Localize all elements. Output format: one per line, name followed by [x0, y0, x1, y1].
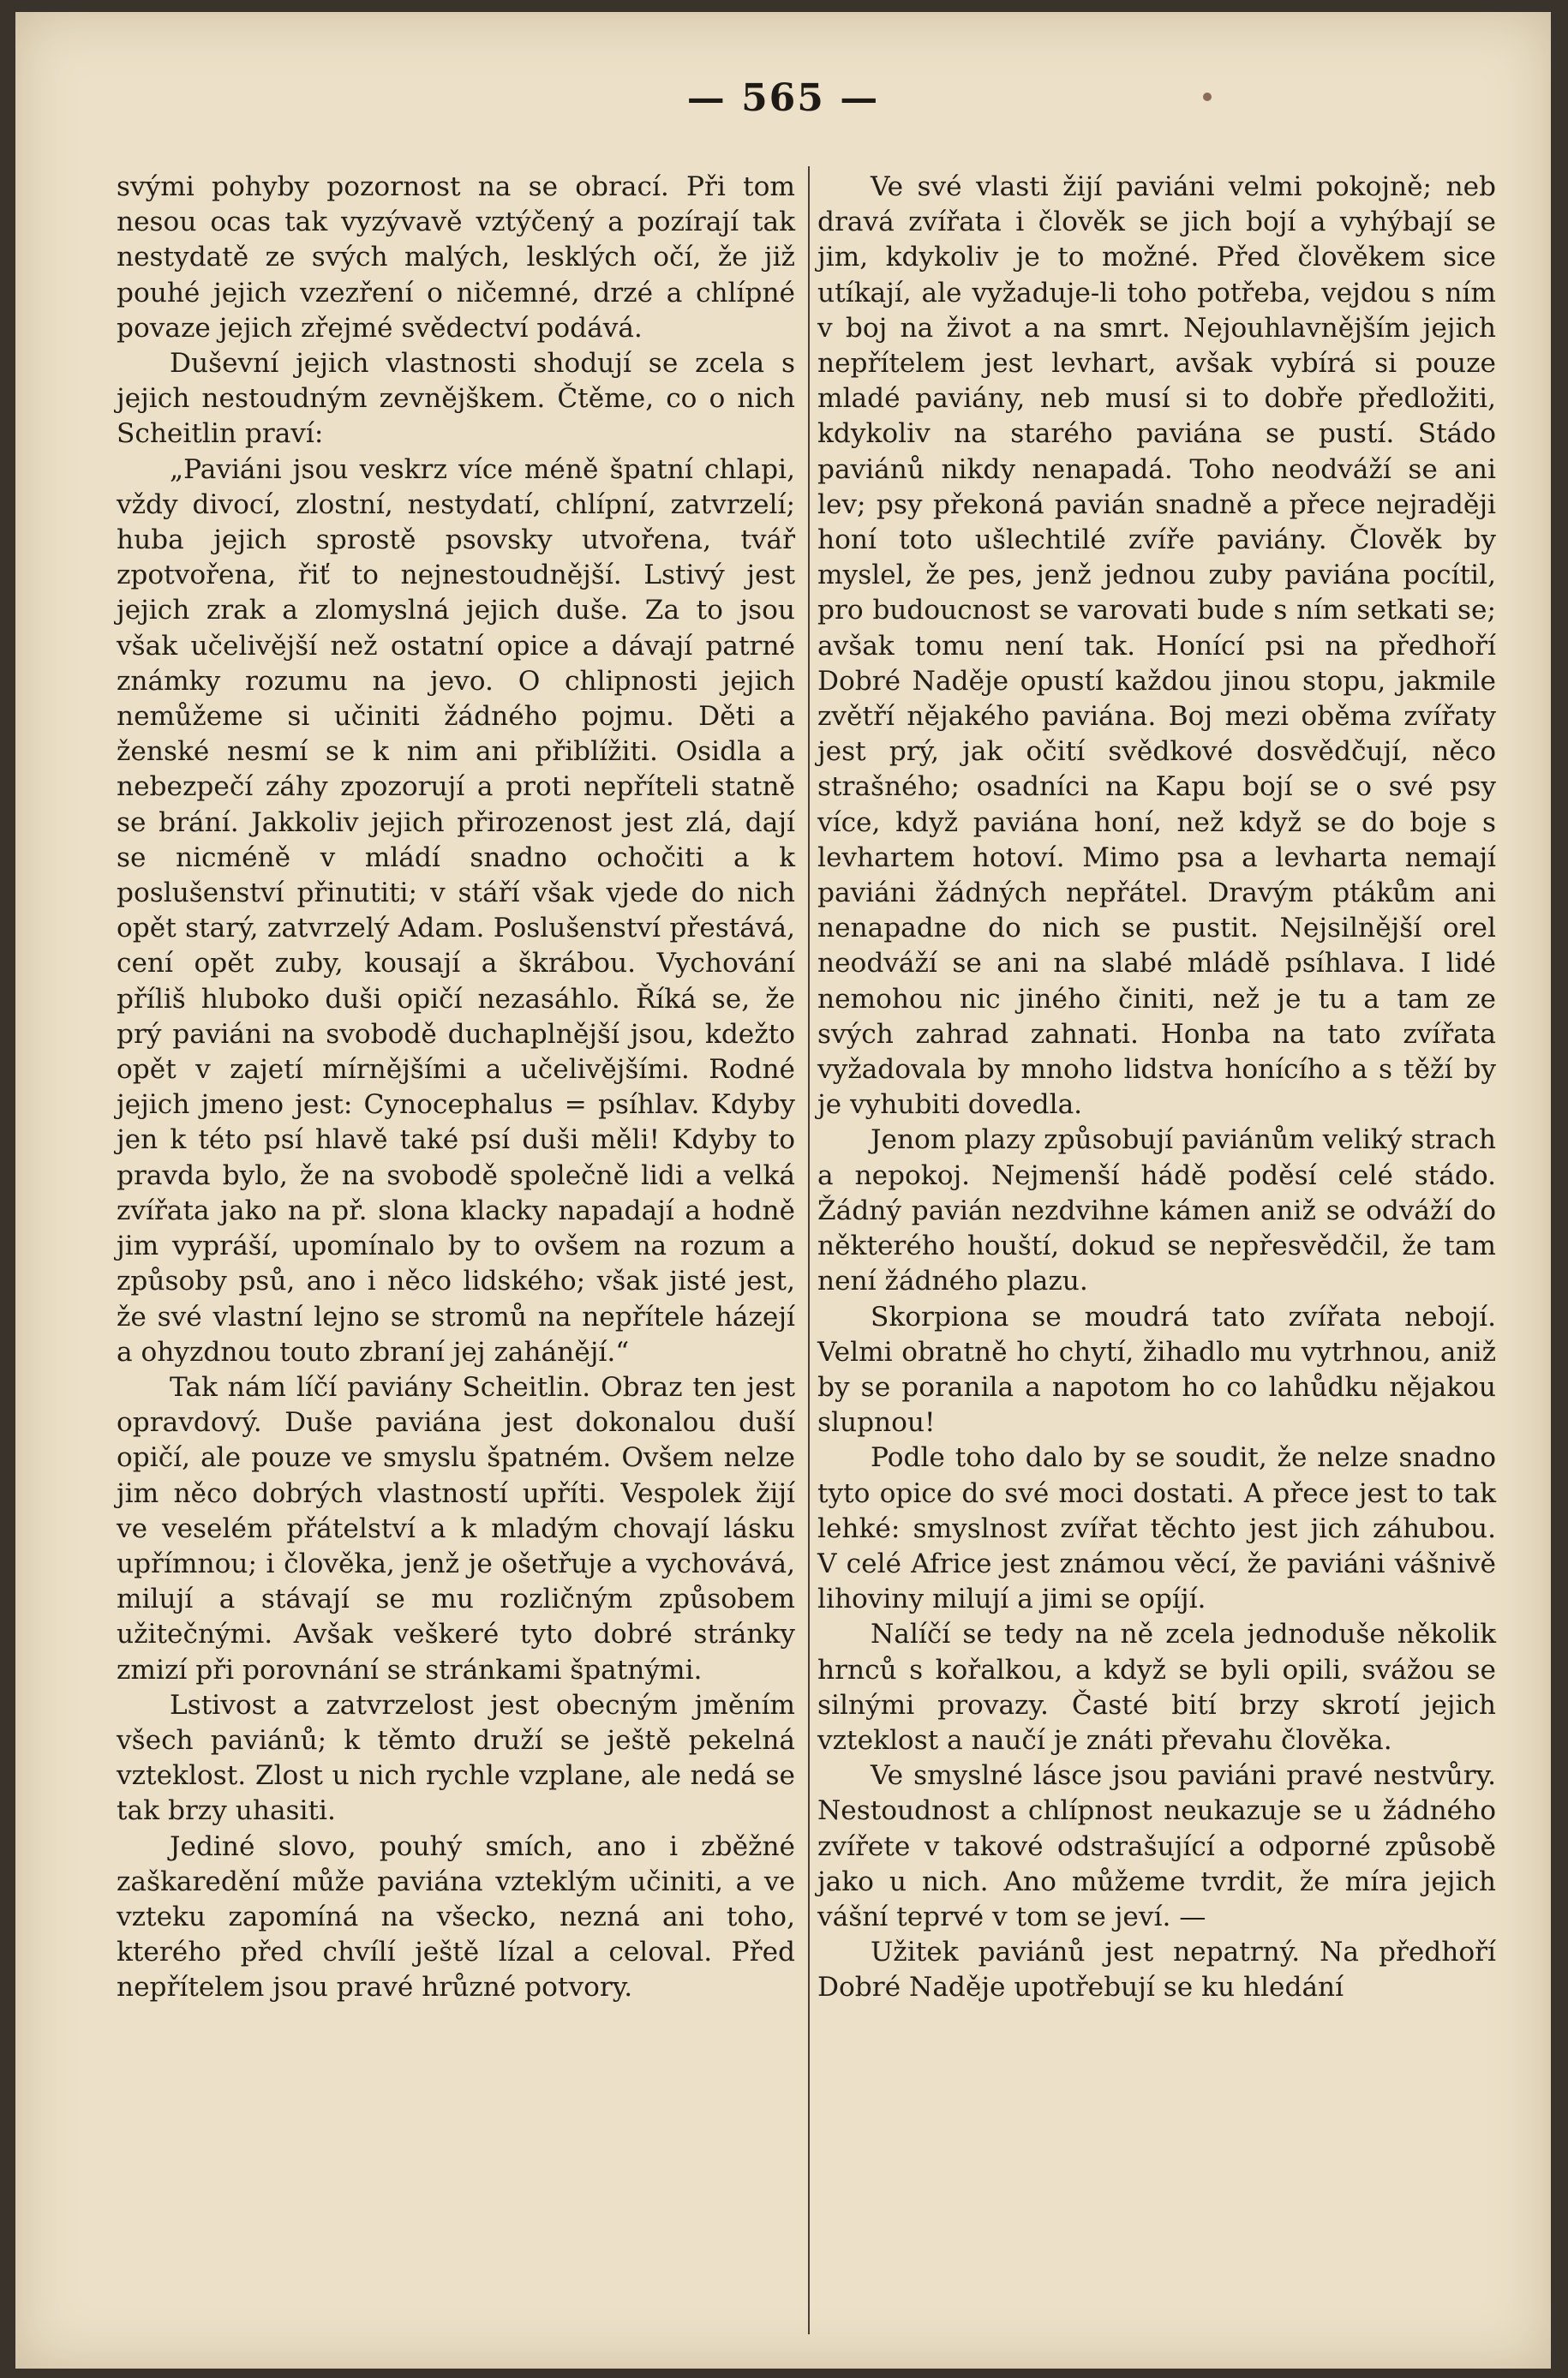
paragraph: Nalíčí se tedy na ně zcela jednoduše několik hrnců s kořalkou, a když se byli opili, svážou se silnými provazy. Časté bití brzy skrotí jejich vzteklost a naučí je znáti převahu člověka. [817, 1619, 1496, 1756]
paragraph: svými pohyby pozornost na se obrací. Při tom nesou ocas tak vyzývavě vztýčený a pozírají tak nestydatě ze svých malých, lesklých očí, že již pouhé jejich vzezření o ničemné, drzé a chlípné povaze jejich zřejmé svědectví podává. [117, 171, 795, 344]
paragraph: Lstivost a zatvrzelost jest obecným jměním všech paviánů; k těmto druží se ještě pekelná vzteklost. Zlost u nich rychle vzplane, ale nedá se tak brzy uhasiti. [117, 1689, 795, 1827]
paragraph: Duševní jejich vlastnosti shodují se zcela s jejich nestoudným zevnějškem. Čtěme, co o nich Scheitlin praví: [117, 348, 795, 450]
ink-blot [1203, 93, 1212, 101]
column-divider [808, 166, 810, 2334]
page-number: — 565 — [686, 76, 880, 120]
paragraph: Ve své vlasti žijí paviáni velmi pokojně; neb dravá zvířata i člověk se jich bojí a vyhýbají se jim, kdykoliv je to možné. Před člověkem sice utíkají, ale vyžaduje-li toho potřeba, vejdou s ním v boj na život a na smrt. Nejouhlavnějším jejich nepřítelem jest levhart, avšak vybírá si pouze mladé paviány, neb musí si to dobře předložiti, kdykoliv na starého paviána se pustí. Stádo paviánů nikdy nenapadá. Toho neodváží se ani lev; psy překoná pavián snadně a přece nejraději honí toto ušlechtilé zvíře paviány. Člověk by myslel, že pes, jenž jednou zuby paviána pocítil, pro budoucnost se varovati bude s ním setkati se; avšak tomu není tak. Honící psi na předhoří Dobré Naděje opustí každou jinou stopu, jakmile zvětří nějakého paviána. Boj mezi oběma zvířaty jest prý, jak očití svědkové dosvědčují, něco strašného; osadníci na Kapu bojí se o své psy více, když paviána honí, než když se do boje s levhartem hotoví. Mimo psa a levharta nemají paviáni žádných nepřátel. Dravým ptákům ani nenapadne do nich se pustit. Nejsilnější orel neodváží se ani na slabé mládě psíhlava. I lidé nemohou nic jiného činiti, než je tu a tam ze svých zahrad zahnati. Honba na tato zvířata vyžadovala by mnoho lidstva honícího a s těží by je vyhubiti dovedla. [817, 171, 1496, 1121]
left-column [117, 170, 795, 2006]
paragraph: Užitek paviánů jest nepatrný. Na předhoří Dobré Naděje upotřebují se ku hledání [817, 1937, 1496, 2004]
paragraph: Ve smyslné lásce jsou paviáni pravé nestvůry. Nestoudnost a chlípnost neukazuje se u žádného zvířete v takové odstrašující a odporné způsobě jako u nich. Ano můžeme tvrdit, že míra jejich vášní teprvé v tom se jeví. — [817, 1760, 1496, 1932]
paragraph: Tak nám líčí paviány Scheitlin. Obraz ten jest opravdový. Duše paviána jest dokonalou duší opičí, ale pouze ve smyslu špatném. Ovšem nelze jim něco dobrých vlastností upříti. Vespolek žijí ve veselém přátelství a k mladým chovají lásku upřímnou; i člověka, jenž je ošetřuje a vychovává, milují a stávají se mu rozličným způsobem užitečnými. Avšak veškeré tyto dobré stránky zmizí při porovnání se stránkami špatnými. [117, 1371, 795, 1686]
paragraph: Podle toho dalo by se soudit, že nelze snadno tyto opice do své moci dostati. A přece jest to tak lehké: smyslnost zvířat těchto jest jich záhubou. V celé Africe jest známou věcí, že paviáni vášnivě lihoviny milují a jimi se opíjí. [817, 1442, 1496, 1615]
paragraph: „Paviáni jsou veskrz více méně špatní chlapi, vždy divocí, zlostní, nestydatí, chlípní, zatvrzelí; huba jejich sprostě psovsky utvořena, tvář zpotvořena, řiť to nejnestoudnější. Lstivý jest jejich zrak a zlomyslná jejich duše. Za to jsou však učelivější než ostatní opice a dávají patrné známky rozumu na jevo. O chlipnosti jejich nemůžeme si učiniti žádného pojmu. Děti a ženské nesmí se k nim ani přiblížiti. Osidla a nebezpečí záhy zpozorují a proti nepříteli statně se brání. Jakkoliv jejich přirozenost jest zlá, dají se nicméně v mládí snadno ochočiti a k poslušenství přinutiti; v stáří však vjede do nich opět starý, zatvrzelý Adam. Poslušenství přestává, cení opět zuby, kousají a škrábou. Vychování příliš hluboko duši opičí nezasáhlo. Říká se, že prý paviáni na svobodě duchaplnější jsou, kdežto opět v zajetí mírnějšími a učelivějšími. Rodné jejich jmeno jest: Cynocephalus = psíhlav. Kdyby jen k této psí hlavě také psí duši měli! Kdyby to pravda bylo, že na svobodě společně lidi a velká zvířata jako na př. slona klacky napadají a hodně jim vypráší, upomínalo by to ovšem na rozum a způsoby psů, ano i něco lidského; však jisté jest, že své vlastní lejno se stromů na nepřítele házejí a ohyzdnou touto zbraní jej zahánějí.“ [117, 453, 795, 1368]
right-column [817, 170, 1496, 2006]
paragraph: Jenom plazy způsobují paviánům veliký strach a nepokoj. Nejmenší hádě poděsí celé stádo. Žádný pavián nezdvihne kámen aniž se odváží do některého houští, dokud se nepřesvědčil, že tam není žádného plazu. [817, 1124, 1496, 1297]
book-page [15, 12, 1551, 2369]
paragraph: Skorpiona se moudrá tato zvířata nebojí. Velmi obratně ho chytí, žihadlo mu vytrhnou, aniž by se poranila a napotom ho co lahůdku nějakou slupnou! [817, 1301, 1496, 1439]
paragraph: Jediné slovo, pouhý smích, ano i zběžné zaškaredění může paviána vzteklým učiniti, a ve vzteku zapomíná na všecko, nezná ani toho, kterého před chvílí ještě lízal a celoval. Před nepřítelem jsou pravé hrůzné potvory. [117, 1830, 795, 2004]
